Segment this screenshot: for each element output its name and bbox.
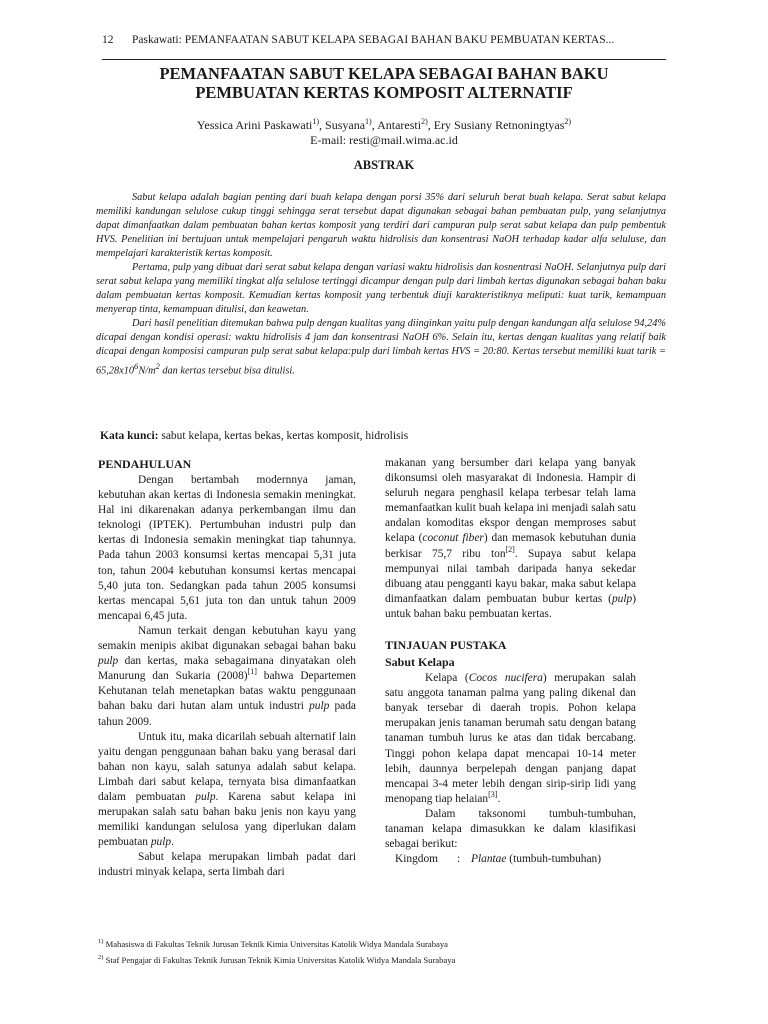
abstract-body — [96, 191, 666, 378]
footnote-mark: 1) — [98, 938, 104, 945]
affiliation-mark: 2) — [421, 117, 428, 126]
italic-term: pulp — [309, 700, 330, 713]
abstract-paragraph-3 — [96, 317, 666, 378]
footnote-1 — [98, 935, 658, 951]
body-paragraph — [98, 624, 356, 730]
text-run: bahwa Departemen Kehutanan telah menetapkan batas waktu penggunaan bahan baku dari hutan alam untuk industri — [98, 670, 356, 713]
section-heading-pendahuluan: PENDAHULUAN — [98, 457, 192, 471]
class-value: Plantae — [471, 853, 507, 866]
text-run: . — [497, 792, 501, 805]
body-paragraph: Dalam taksonomi tumbuh-tumbuhan, tanaman kelapa dimasukkan ke dalam klasifikasi sebagai berikut: — [385, 807, 636, 851]
text-run: ) dan memasok kebutuhan dunia berkisar 75,7 ribu ton — [385, 532, 636, 560]
text-run: Untuk itu, maka dicarilah sebuah alternatif lain yaitu dengan penggunaan bahan baku yang berasal dari bahan non kayu, salah satunya adalah sabut kelapa. Limbah dari sabut kelapa, ternyata bisa dimanfaatkan dalam pembuatan — [98, 730, 356, 803]
subsection-heading-sabut-kelapa: Sabut Kelapa — [385, 655, 455, 670]
italic-term: Cocos nucifera — [468, 672, 543, 685]
footnote-mark: 2) — [98, 953, 104, 961]
header-rule — [102, 59, 666, 60]
text-run: pada tahun 2009. — [98, 700, 356, 728]
spacer — [385, 622, 636, 637]
footnote-2 — [98, 951, 658, 967]
author-name: Antaresti — [377, 118, 422, 132]
footnotes — [98, 935, 658, 967]
body-paragraph — [385, 456, 636, 622]
footnote-text: Mahasiswa di Fakultas Teknik Jurusan Teknik Kimia Universitas Katolik Widya Mandala Surabaya — [103, 938, 448, 949]
author-block — [102, 114, 666, 148]
author-name: Ery Susiany Retnoningtyas — [433, 118, 565, 132]
classification-row-kingdom — [385, 852, 636, 867]
citation-ref: [1] — [247, 667, 257, 677]
text-run: dan kertas tersebut bisa ditulisi. — [159, 365, 295, 377]
class-note: (tumbuh-tumbuhan) — [506, 853, 602, 866]
keywords-label: Kata kunci: — [100, 430, 159, 442]
author-name: Yessica Arini Paskawati — [196, 118, 313, 132]
running-header — [102, 34, 666, 46]
italic-term: pulp — [195, 790, 216, 803]
citation-ref: [3] — [488, 789, 498, 799]
text-run: Dari hasil penelitian ditemukan bahwa pulp dengan kualitas yang diinginkan yaitu pulp dengan kandungan alfa selulose 94,24% dicapai dengan kondisi operasi: waktu hidrolisis 4 jam dan konsentrasi NaOH 6%. Selain itu, kertas dengan kualitas yang relatif baik dicapai dengan komposisi campuran pulp serat sabut kelapa:pulp dari limbah kertas HVS = 20:80. Kertas tersebut memiliki kuat tarik = 65,28x10 — [96, 318, 666, 377]
author-list: Yessica Arini Paskawati$^{1)}$, Susyana$^{1)}$, Antaresti$^{2)}$, Ery Susiany Retnoningtyas$^{2)}$ — [196, 117, 572, 132]
body-paragraph: Sabut kelapa merupakan limbah padat dari industri minyak kelapa, serta limbah dari — [98, 851, 356, 879]
abstract-heading: ABSTRAK — [353, 158, 415, 172]
right-column — [385, 456, 636, 867]
affiliation-mark: 2) — [564, 117, 572, 126]
abstract-paragraph-2: Pertama, pulp yang dibuat dari serat sabut kelapa dengan variasi waktu hidrolisis dan kosnentrasi NaOH. Selanjutnya pulp dari serat sabut kelapa yang memiliki tingkat alfa selulose tertinggi dicampur dengan pulp dari limbah kertas digunakan sebagai bahan baku dalam pembuatan kertas komposit. Kemudian kertas komposit yang terbentuk diuji karakteristiknya meliputi: kuat tarik, kemampuan menyerap tinta, kemampuan ditulisi, dan keawetan. — [96, 262, 666, 315]
text-run: dan kertas, maka sebagaimana dinyatakan oleh Manurung dan Sukaria (2008) — [98, 655, 356, 683]
affiliation-mark: 1) — [312, 117, 320, 126]
text-run: ) merupakan salah satu anggota tanaman palma yang paling dikenal dan banyak tersebar di daerah tropis. Pohon kelapa merupakan jenis tanaman berumah satu dengan batang tanaman tumbuh lurus ke atas dan tidak bercabang. Tinggi pohon kelapa dapat mencapai 10-14 meter lebih, daunnya berpelepah dengan panjang dapat mencapai 3-4 meter lebih dengan sirip-sirip lidi yang menopang tiap helaian — [385, 672, 636, 805]
text-run: . Supaya sabut kelapa mempunyai nilai tambah daripada hanya sekedar dibuang atau pengganti kayu bakar, maka sabut kelapa dimanfaatkan dalam pembuatan bubur kertas ( — [385, 547, 636, 605]
text-run: Kelapa ( — [425, 672, 469, 685]
class-label: Kingdom — [395, 853, 439, 866]
running-title: Paskawati: PEMANFAATAN SABUT KELAPA SEBAGAI BAHAN BAKU PEMBUATAN KERTAS... — [132, 34, 615, 46]
text-run: ) untuk bahan baku pembuatan kertas. — [385, 592, 636, 620]
italic-term: pulp — [611, 592, 633, 605]
text-run: . Karena sabut kelapa ini merupakan salah satu bahan baku jenis non kayu yang memiliki kandungan selulosa yang diperlukan dalam pembuatan — [98, 790, 356, 849]
keywords-text: sabut kelapa, kertas bekas, kertas komposit, hidrolisis — [158, 430, 409, 442]
text-run: N/m — [138, 365, 156, 377]
email-label: E-mail: — [310, 133, 347, 147]
italic-term: coconut fiber — [422, 532, 484, 545]
email-address[interactable]: resti@mail.wima.ac.id — [349, 133, 458, 147]
page-number: 12 — [102, 34, 114, 46]
superscript: 6 — [134, 361, 139, 371]
left-column — [98, 456, 356, 881]
body-paragraph: Dengan bertambah modernnya jaman, kebutuhan akan kertas di Indonesia semakin meningkat. Hal ini dikarenakan adanya perkembangan ilmu dan teknologi (IPTEK). Pertumbuhan industri pulp dan kertas di Indonesia semakin meningkat tiap tahunnya. Pada tahun 2003 konsumsi kertas mencapai 5,31 juta ton, tahun 2004 kebutuhan konsumsi kertas mencapai 5,40 juta ton. Sedangkan pada tahun 2005 konsumsi kertas mencapai 5,61 juta ton dan untuk tahun 2009 mencapai 6,45 juta. — [98, 474, 356, 622]
author-name: Susyana — [325, 118, 366, 132]
keywords-line — [100, 430, 666, 442]
citation-ref: [2] — [505, 544, 515, 554]
class-separator: : — [457, 853, 461, 866]
paper-title — [102, 64, 666, 102]
author-email-line — [102, 133, 666, 148]
text-run: makanan yang bersumber dari kelapa yang banyak dikonsumsi oleh masyarakat di Indonesia. Hampir di seluruh negara penghasil kelapa terbesar telah lama memanfaatkan kulit buah kelapa ini menjadi salah satu andalan komoditas ekspor dengan memproses sabut kelapa ( — [385, 457, 636, 545]
affiliation-mark: 1) — [365, 117, 372, 126]
abstract-paragraph-1: Sabut kelapa adalah bagian penting dari buah kelapa dengan porsi 35% dari seluruh berat buah kelapa. Serat sabut kelapa memiliki kandungan selulose cukup tinggi sehingga serat tersebut dapat digunakan sebagai bahan pembuatan pulp, yang selanjutnya dapat dimanfaatkan dalam pembuatan bahan kertas komposit yang terdiri dari campuran pulp serat sabut kelapa dan pulp pembentuk HVS. Penelitian ini bertujuan untuk mempelajari pengaruh waktu hidrolisis dan konsentrasi NaOH terhadap kadar alfa seluluse, dan mempelajari karakteristik kertas komposit. — [96, 192, 666, 259]
italic-term: pulp — [150, 836, 172, 849]
italic-term: pulp — [98, 655, 119, 668]
section-heading-tinjauan-pustaka: TINJAUAN PUSTAKA — [385, 638, 507, 653]
body-paragraph — [98, 730, 356, 851]
superscript: 2 — [155, 361, 160, 371]
title-line-1: PEMANFAATAN SABUT KELAPA SEBAGAI BAHAN BAKU — [159, 64, 609, 83]
footnote-text: Staf Pengajar di Fakultas Teknik Jurusan Teknik Kimia Universitas Katolik Widya Mandala Surabaya — [103, 954, 456, 965]
title-line-2: PEMBUATAN KERTAS KOMPOSIT ALTERNATIF — [195, 83, 573, 102]
text-run: . — [171, 836, 174, 849]
body-paragraph — [385, 671, 636, 807]
text-run: Namun terkait dengan kebutuhan kayu yang semakin menipis akibat digunakan sebagai bahan baku — [98, 624, 356, 653]
